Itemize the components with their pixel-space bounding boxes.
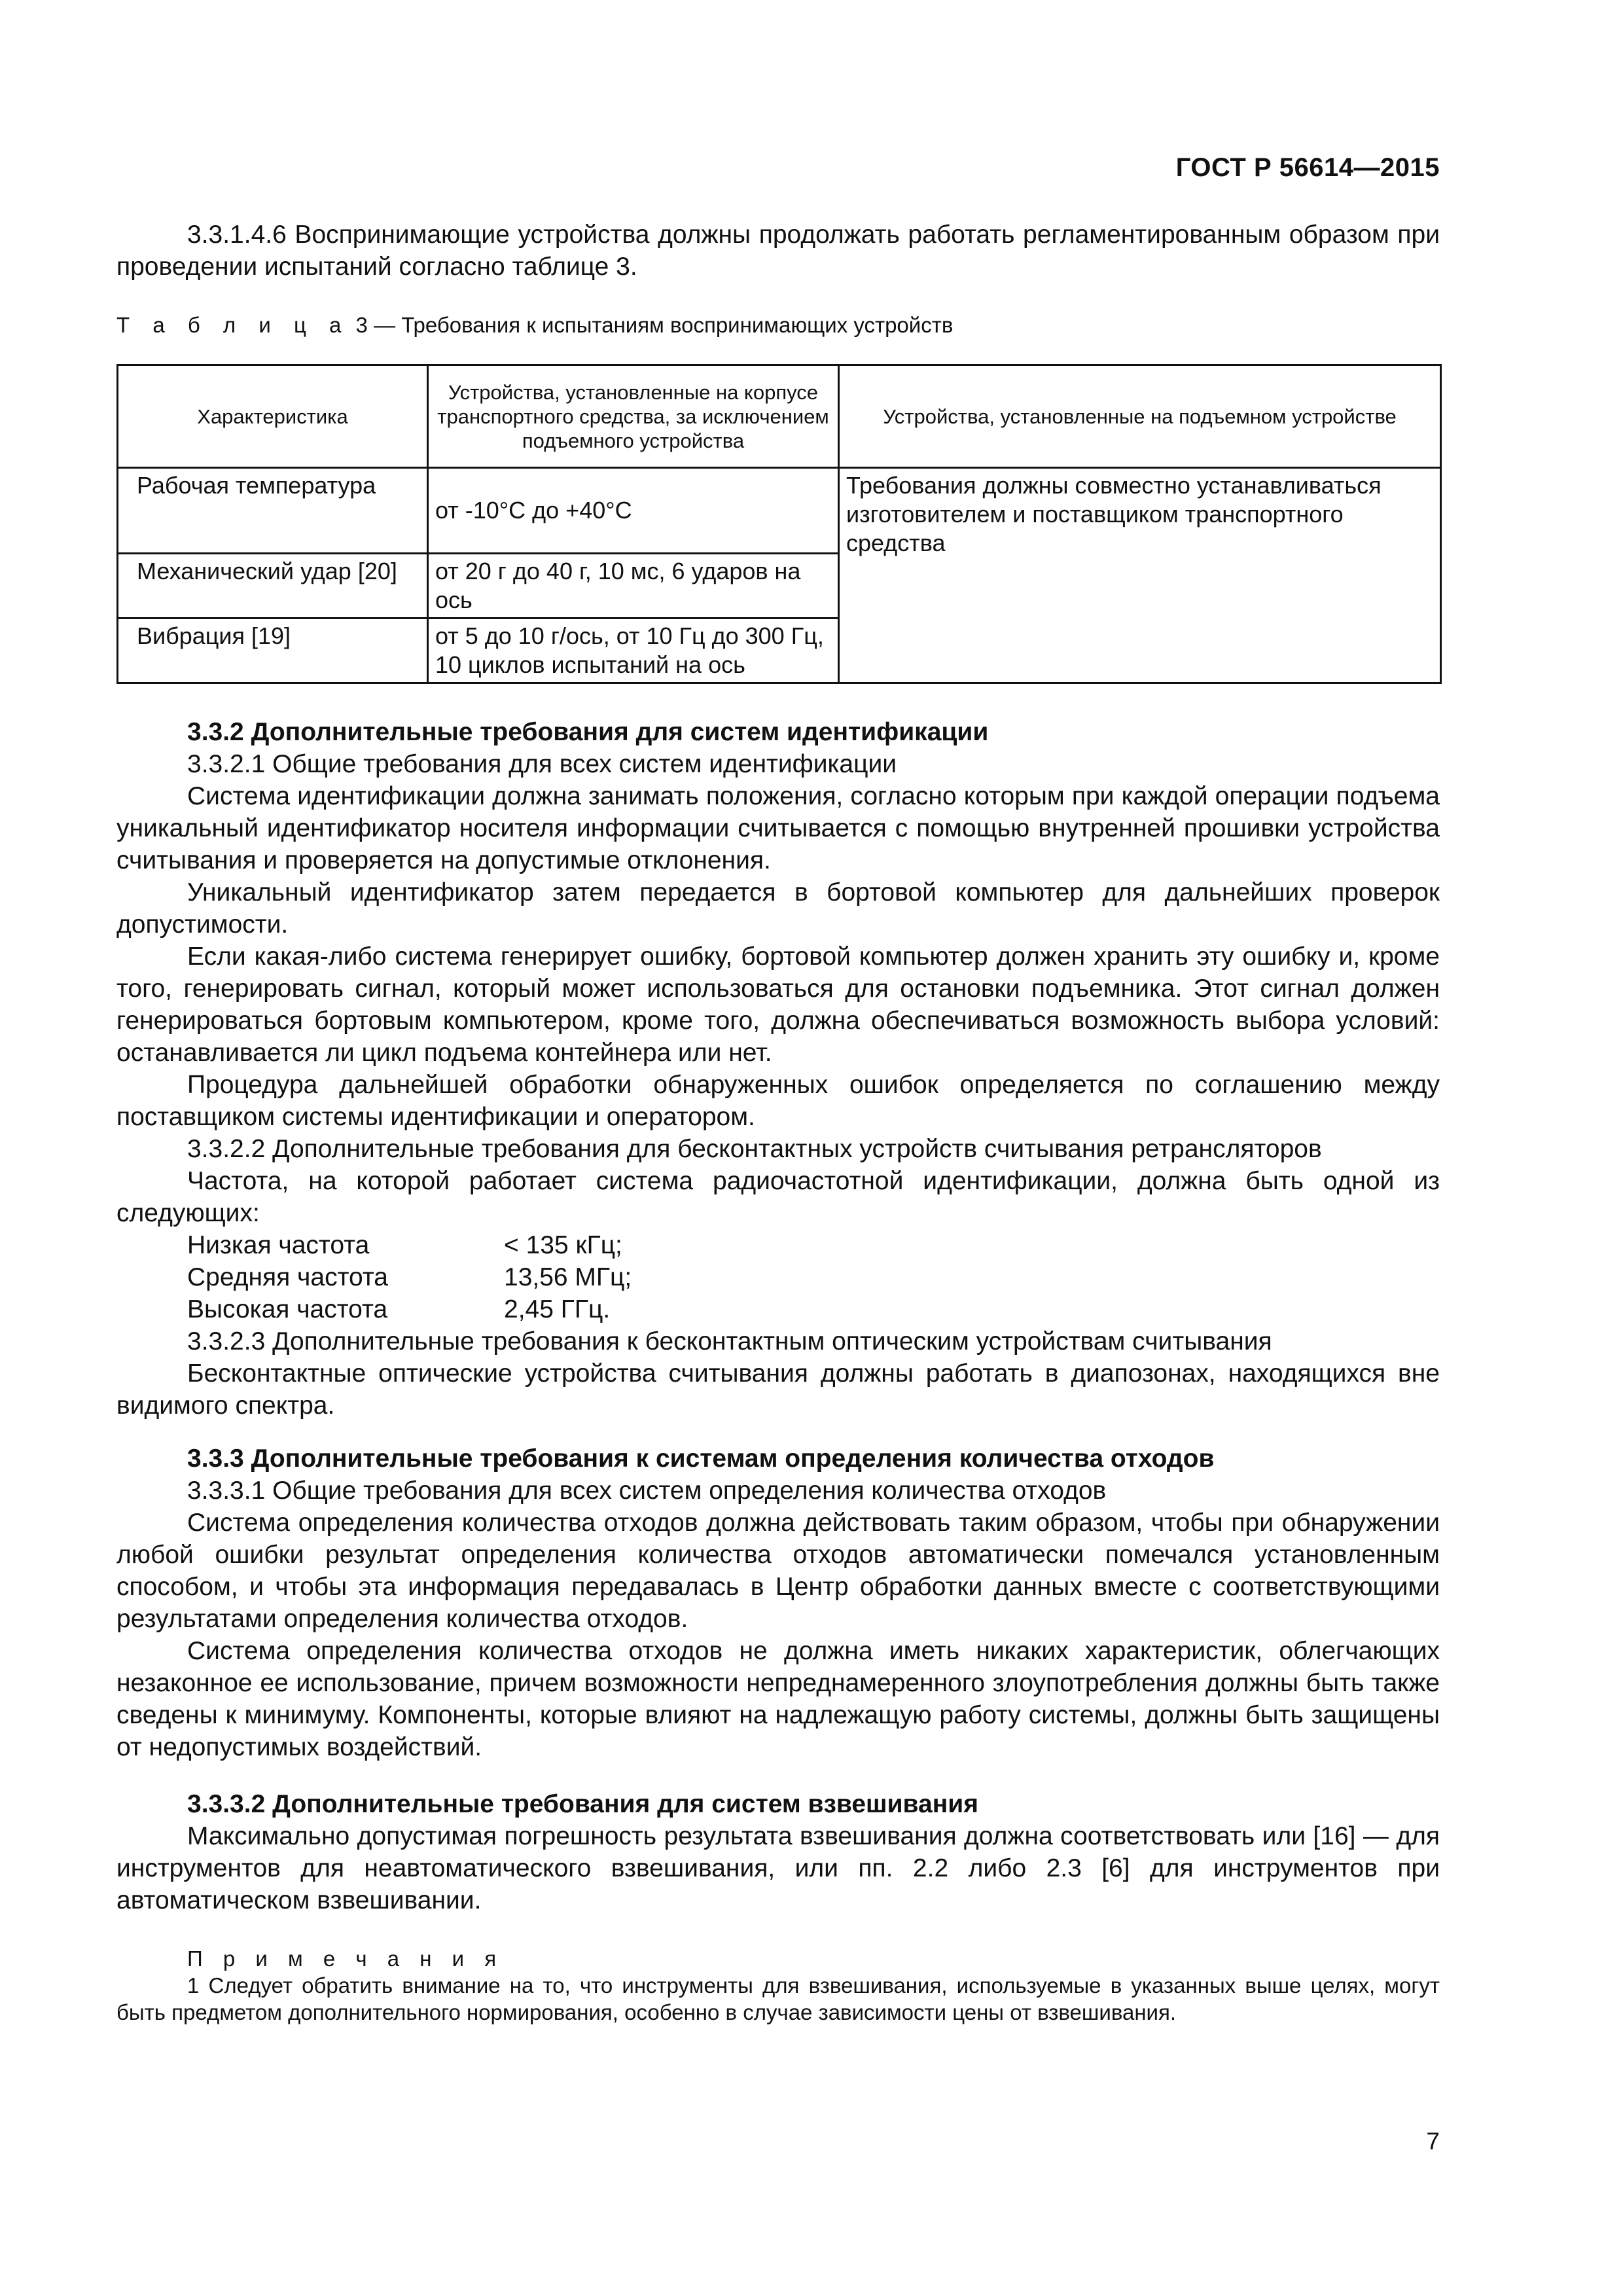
table-header-cell: Характеристика bbox=[118, 365, 428, 468]
subsection-title: 3.3.2.1 Общие требования для всех систем идентификации bbox=[187, 750, 897, 778]
table-header-cell: Устройства, установленные на подъемном устройстве bbox=[839, 365, 1441, 468]
characteristic-cell: Вибрация [19] bbox=[118, 619, 428, 683]
frequency-item bbox=[116, 1293, 1440, 1325]
frequency-value: 13,56 МГц; bbox=[504, 1263, 632, 1291]
frequency-name: Низкая частота bbox=[187, 1231, 370, 1259]
paragraph: Система определения количества отходов не должна иметь никаких характеристик, облегчающих незаконное ее использование, причем возможности непреднамеренного злоупотребления должны быть также сведены к минимуму. Компоненты, которые влияют на надлежащую работу системы, должны быть защищены от недопустимых воздействий. bbox=[116, 1637, 1440, 1761]
notes-block bbox=[116, 1945, 1440, 2026]
frequency-name: Средняя частота bbox=[187, 1263, 388, 1291]
lift-devices-cell: Требования должны совместно устанавливаться изготовителем и поставщиком транспортного средства bbox=[839, 468, 1441, 683]
paragraph: Бесконтактные оптические устройства считывания должны работать в диапозонах, находящихся вне видимого спектра. bbox=[116, 1359, 1440, 1420]
frequency-name: Высокая частота bbox=[187, 1295, 388, 1323]
frequency-value: 2,45 ГГц. bbox=[504, 1295, 611, 1323]
paragraph: Система определения количества отходов должна действовать таким образом, чтобы при обнаружении любой ошибки результат определения количества отходов автоматически помечался установленным способом, и чтобы эта информация передавалась в Центр обработки данных вместе с соответствующими результатами определения количества отходов. bbox=[116, 1509, 1440, 1633]
subsection-title: 3.3.2.2 Дополнительные требования для бесконтактных устройств считывания ретрансляторов bbox=[187, 1135, 1322, 1163]
subsection-title: 3.3.2.3 Дополнительные требования к бесконтактным оптическим устройствам считывания bbox=[187, 1327, 1272, 1355]
document-page bbox=[116, 0, 1440, 2296]
section-3-3-3-2 bbox=[116, 1788, 1440, 1916]
subsection-title: 3.3.3.1 Общие требования для всех систем определения количества отходов bbox=[187, 1477, 1107, 1505]
section-3-3-3 bbox=[116, 1443, 1440, 1763]
table-caption-text: 3 — Требования к испытаниям воспринимающих устройств bbox=[355, 313, 954, 337]
note-text: 1 Следует обратить внимание на то, что инструменты для взвешивания, используемые в указанных выше целях, могут быть предметом дополнительного нормирования, особенно в случае зависимости цены от взвешивания. bbox=[116, 1973, 1440, 2024]
paragraph: Частота, на которой работает система радиочастотной идентификации, должна быть одной из следующих: bbox=[116, 1167, 1440, 1227]
body-devices-cell: от -10°С до +40°С bbox=[428, 468, 839, 554]
paragraph: Процедура дальнейшей обработки обнаруженных ошибок определяется по соглашению между поставщиком системы идентификации и оператором. bbox=[116, 1071, 1440, 1131]
body-devices-cell: от 20 г до 40 г, 10 мс, 6 ударов на ось bbox=[428, 554, 839, 619]
characteristic-cell: Механический удар [20] bbox=[118, 554, 428, 619]
characteristic-cell: Рабочая температура bbox=[118, 468, 428, 554]
frequency-item bbox=[116, 1261, 1440, 1293]
section-heading: 3.3.2 Дополнительные требования для систем идентификации bbox=[187, 718, 989, 746]
table-caption-label: Т а б л и ц а bbox=[116, 313, 350, 337]
section-heading: 3.3.3 Дополнительные требования к системам определения количества отходов bbox=[187, 1444, 1215, 1473]
intro-paragraph: 3.3.1.4.6 Воспринимающие устройства должны продолжать работать регламентированным образом при проведении испытаний согласно таблице 3. bbox=[116, 221, 1440, 281]
table-header-row bbox=[118, 365, 1441, 468]
section-heading: 3.3.3.2 Дополнительные требования для систем взвешивания bbox=[187, 1790, 978, 1818]
paragraph: Если какая-либо система генерирует ошибку, бортовой компьютер должен хранить эту ошибку и, кроме того, генерировать сигнал, который может использоваться для остановки подъемника. Этот сигнал должен генерироваться бортовым компьютером, кроме того, должна обеспечиваться возможность выбора условий: останавливается ли цикл подъема контейнера или нет. bbox=[116, 942, 1440, 1067]
notes-heading: П р и м е ч а н и я bbox=[187, 1946, 504, 1971]
paragraph: Уникальный идентификатор затем передается в бортовой компьютер для дальнейших проверок допустимости. bbox=[116, 878, 1440, 939]
body-devices-cell: от 5 до 10 г/ось, от 10 Гц до 300 Гц, 10 циклов испытаний на ось bbox=[428, 619, 839, 683]
frequency-item bbox=[116, 1229, 1440, 1261]
page-number: 7 bbox=[1426, 2128, 1440, 2155]
table-row bbox=[118, 468, 1441, 554]
paragraph: Система идентификации должна занимать положения, согласно которым при каждой операции подъема уникальный идентификатор носителя информации считывается с помощью внутренней прошивки устройства считывания и проверяется на допустимые отклонения. bbox=[116, 782, 1440, 874]
requirements-table bbox=[116, 364, 1442, 684]
paragraph: Максимально допустимая погрешность результата взвешивания должна соответствовать или [16] — для инструментов для неавтоматического взвешивания, или пп. 2.2 либо 2.3 [6] для инструментов при автоматическом взвешивании. bbox=[116, 1822, 1440, 1914]
table-caption bbox=[116, 313, 953, 338]
frequency-value: < 135 кГц; bbox=[504, 1231, 622, 1259]
intro-block bbox=[116, 219, 1440, 283]
table-header-cell: Устройства, установленные на корпусе транспортного средства, за исключением подъемного устройства bbox=[428, 365, 839, 468]
document-header: ГОСТ Р 56614—2015 bbox=[1175, 153, 1440, 182]
section-3-3-2 bbox=[116, 716, 1440, 1422]
